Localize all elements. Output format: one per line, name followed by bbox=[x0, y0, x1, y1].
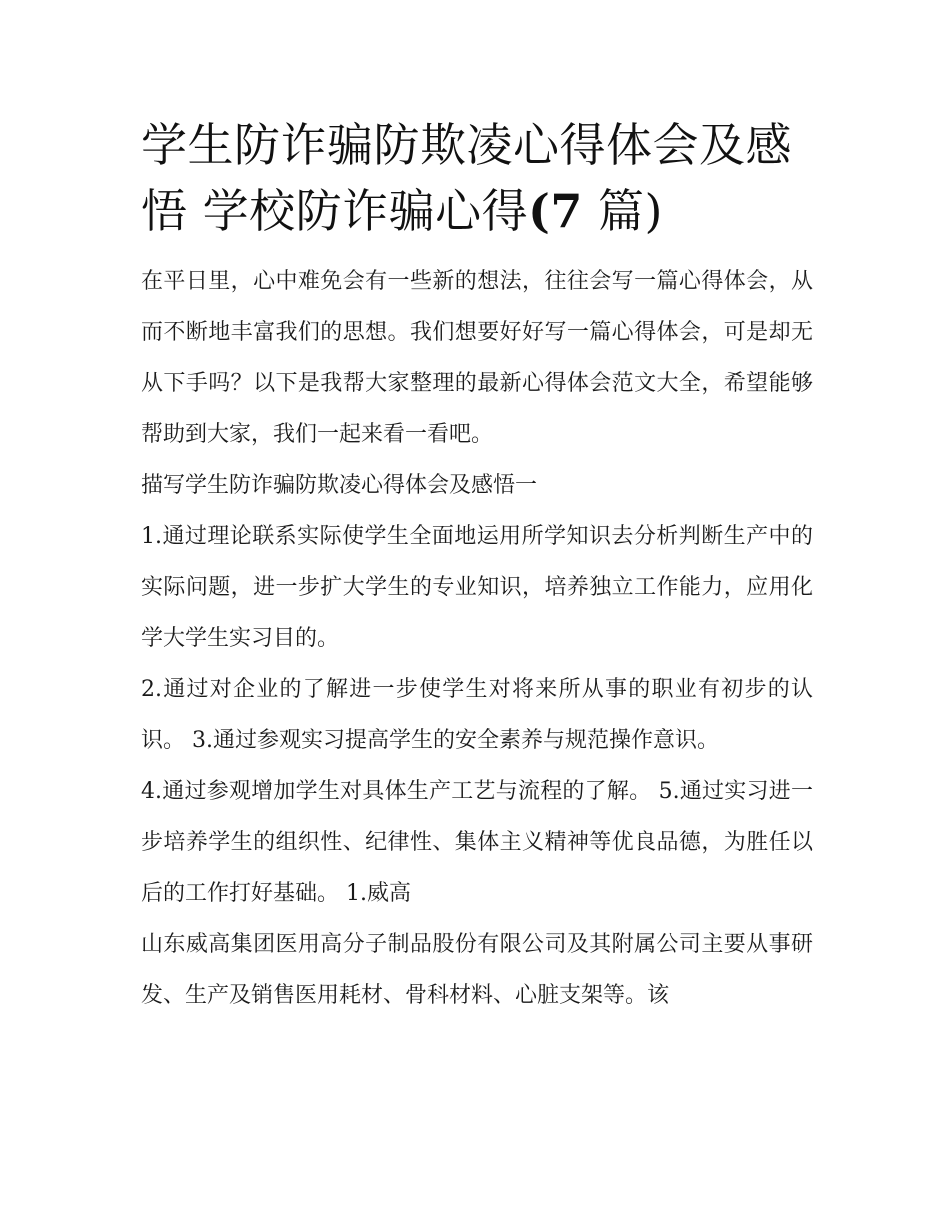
body-paragraph-1: 1.通过理论联系实际使学生全面地运用所学知识去分析判断生产中的实际问题，进一步扩大学生的专业知识，培养独立工作能力，应用化学大学生实习目的。 bbox=[141, 524, 813, 651]
body-paragraph-2: 2.通过对企业的了解进一步使学生对将来所从事的职业有初步的认识。 3.通过参观实习提高学生的安全素养与规范操作意识。 bbox=[141, 677, 813, 753]
title-text-count: (7 bbox=[528, 184, 583, 238]
intro-paragraph: 在平日里，心中难免会有一些新的想法，往往会写一篇心得体会，从而不断地丰富我们的思想。我们想要好好写一篇心得体会，可是却无从下手吗？以下是我帮大家整理的最新心得体会范文大全，希望能够帮助到大家，我们一起来看一看吧。 bbox=[141, 269, 813, 447]
body-paragraph-4: 山东威高集团医用高分子制品股份有限公司及其附属公司主要从事研发、生产及销售医用耗材、骨科材料、心脏支架等。该 bbox=[141, 932, 813, 1008]
document-title bbox=[141, 112, 813, 244]
title-text-main: 学生防诈骗防欺凌心得体会及感悟 学校防诈骗心得 bbox=[141, 118, 792, 238]
document-body bbox=[141, 256, 813, 1021]
section-heading: 描写学生防诈骗防欺凌心得体会及感悟一 bbox=[141, 473, 538, 498]
title-text-suffix: 篇) bbox=[582, 184, 663, 238]
body-paragraph-3: 4.通过参观增加学生对具体生产工艺与流程的了解。 5.通过实习进一步培养学生的组织性、纪律性、集体主义精神等优良品德，为胜任以后的工作打好基础。 1.威高 bbox=[141, 779, 813, 906]
document-content bbox=[141, 112, 813, 1021]
